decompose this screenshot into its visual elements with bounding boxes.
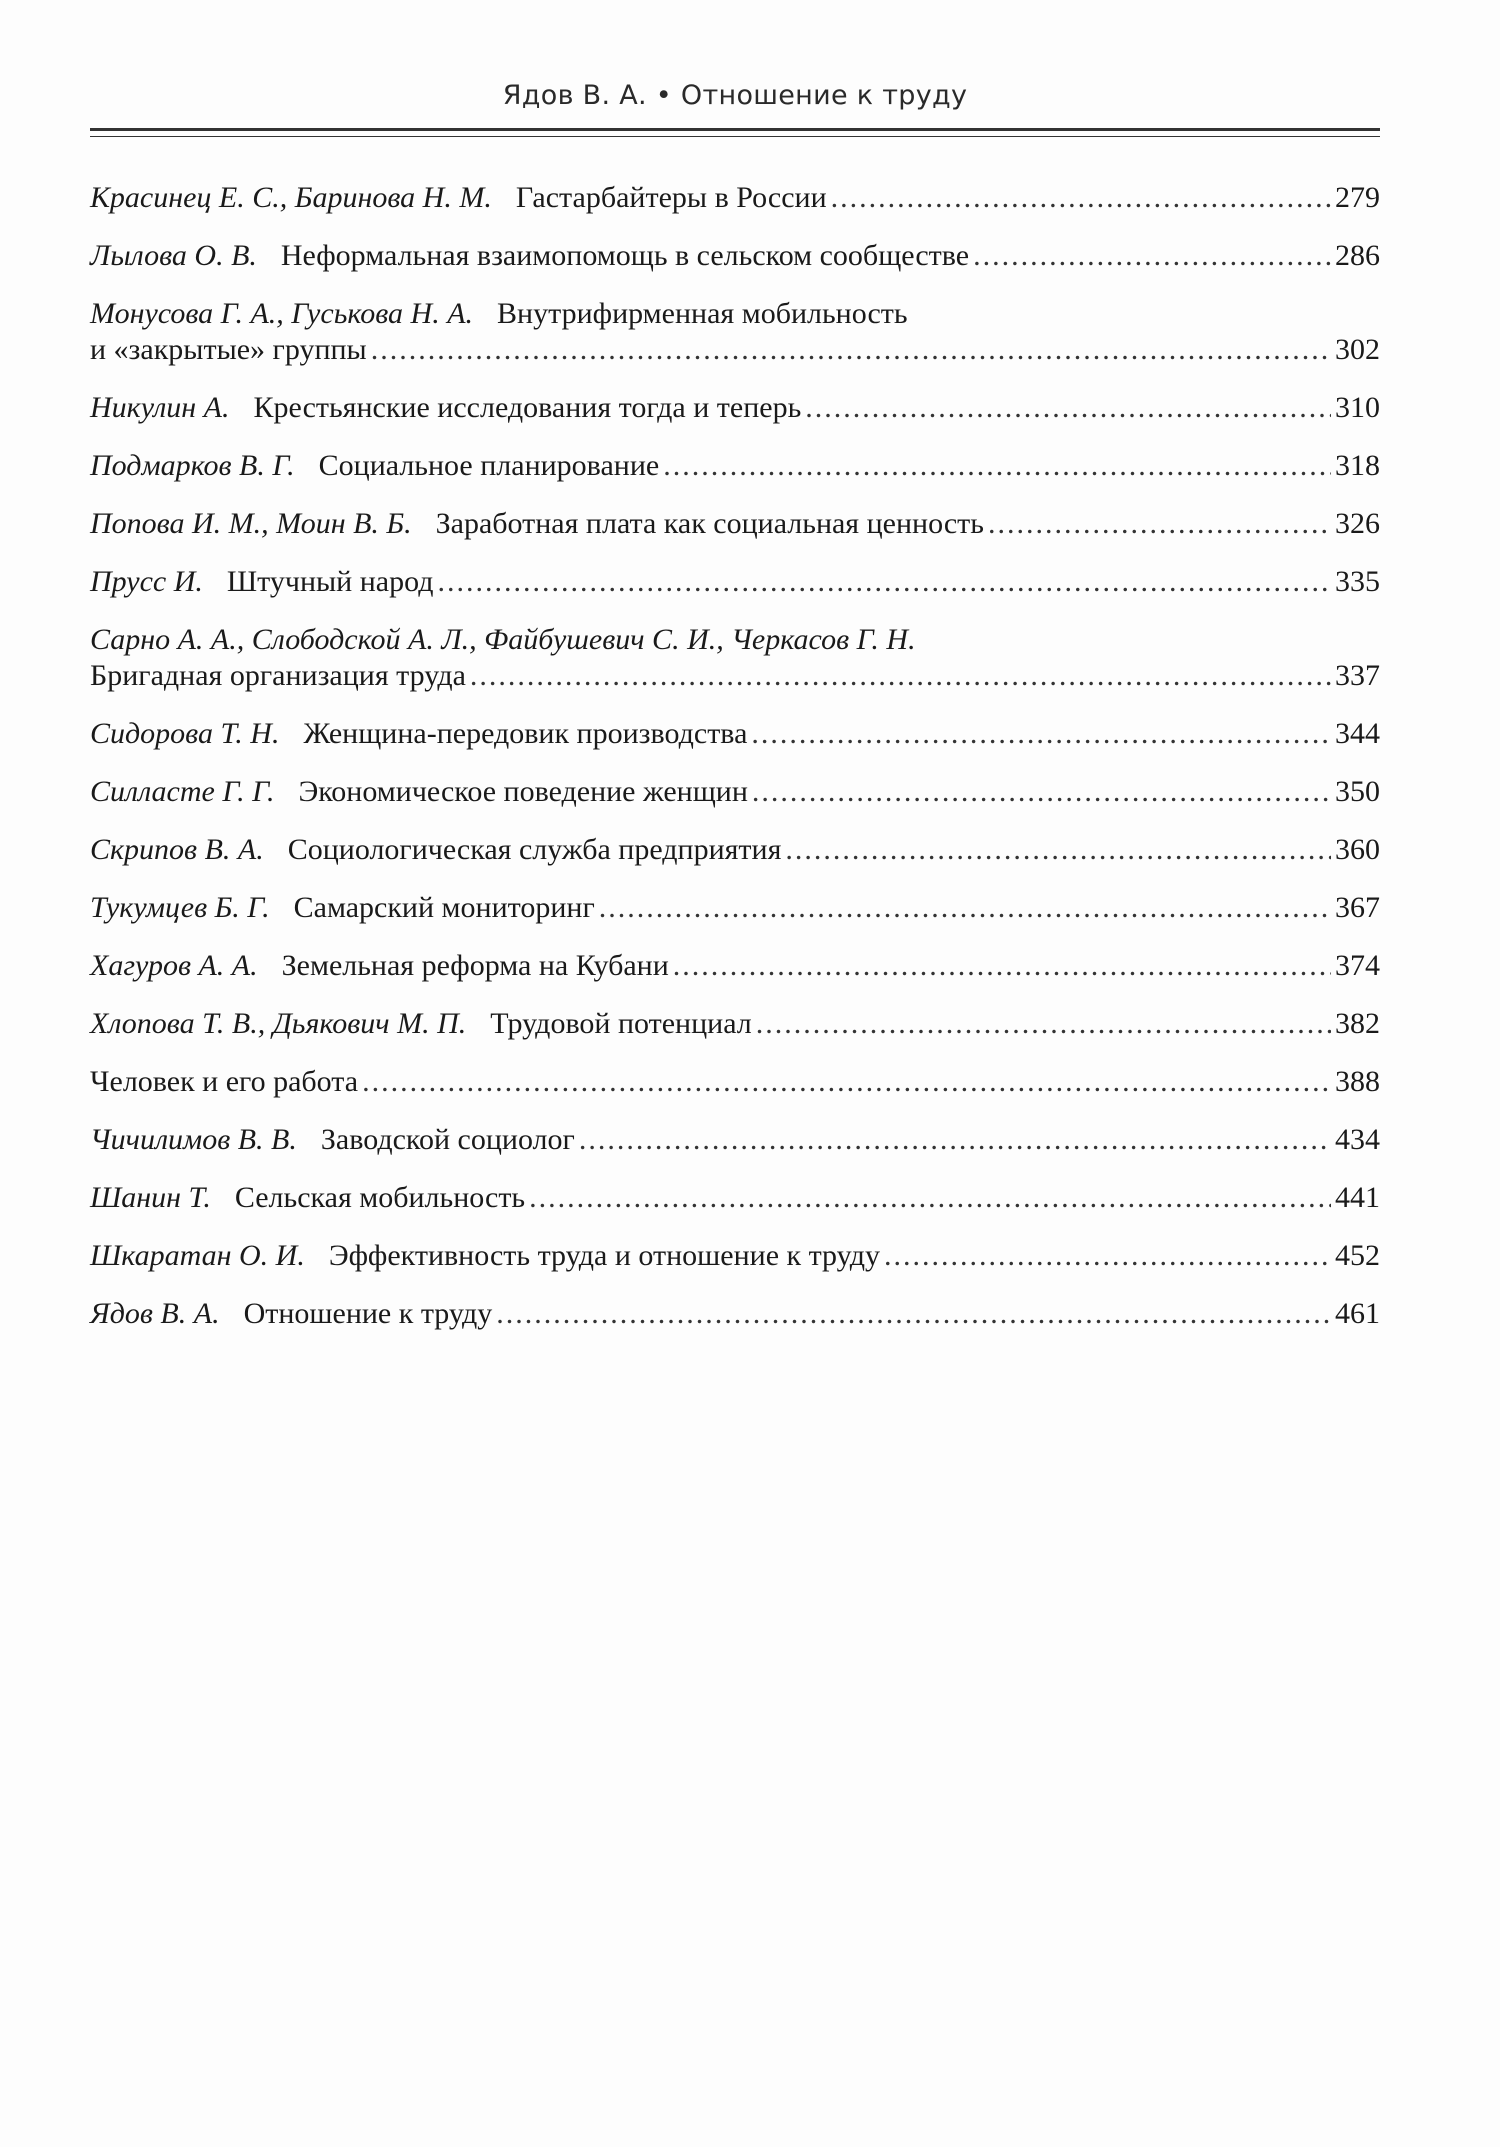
running-header: Ядов В. А. • Отношение к труду xyxy=(502,80,968,111)
toc-page-number: 434 xyxy=(1335,1123,1380,1156)
toc-author: Прусс И. xyxy=(90,565,203,598)
toc-author: Шанин Т. xyxy=(90,1181,211,1214)
toc-title: Крестьянские исследования тогда и теперь xyxy=(253,391,802,424)
toc-title: Сельская мобильность xyxy=(234,1181,526,1214)
dot-leader xyxy=(751,716,1331,752)
toc-page-number: 441 xyxy=(1335,1181,1380,1214)
toc-title: Заработная плата как социальная ценность xyxy=(435,507,984,540)
toc-title: Заводской социолог xyxy=(320,1123,575,1156)
toc-entry xyxy=(90,1180,1380,1216)
toc-title: Гастарбайтеры в России xyxy=(515,181,827,214)
toc-entry xyxy=(90,1006,1380,1042)
toc-page-number: 461 xyxy=(1335,1297,1380,1330)
toc-author: Сарно А. А., Слободской А. Л., Файбушевич С. И., Черкасов Г. Н. xyxy=(90,623,916,656)
toc-author: Красинец Е. С., Баринова Н. М. xyxy=(90,181,492,214)
header-rule-thick xyxy=(90,128,1380,131)
toc-entry xyxy=(90,1122,1380,1158)
toc-entry xyxy=(90,180,1380,216)
toc-author: Ядов В. А. xyxy=(90,1297,220,1330)
toc-page-number: 302 xyxy=(1335,333,1380,366)
dot-leader xyxy=(371,332,1331,368)
toc-title: Самарский мониторинг xyxy=(293,891,595,924)
toc-page-number: 388 xyxy=(1335,1065,1380,1098)
toc-title: Социологическая служба предприятия xyxy=(287,833,782,866)
dot-leader xyxy=(470,658,1331,694)
toc-author: Скрипов В. А. xyxy=(90,833,264,866)
toc-entry xyxy=(90,1238,1380,1274)
toc-title: и «закрытые» группы xyxy=(90,333,367,366)
dot-leader xyxy=(529,1180,1331,1216)
toc-title: Земельная реформа на Кубани xyxy=(281,949,669,982)
toc-title: Штучный народ xyxy=(226,565,434,598)
toc-author: Тукумцев Б. Г. xyxy=(90,891,270,924)
table-of-contents xyxy=(90,180,1380,1354)
toc-page-number: 286 xyxy=(1335,239,1380,272)
dot-leader xyxy=(756,1006,1331,1042)
toc-title: Эффективность труда и отношение к труду xyxy=(328,1239,881,1272)
toc-page-number: 318 xyxy=(1335,449,1380,482)
toc-page-number: 374 xyxy=(1335,949,1380,982)
toc-author: Шкаратан О. И. xyxy=(90,1239,305,1272)
toc-entry xyxy=(90,238,1380,274)
toc-entry xyxy=(90,832,1380,868)
toc-page-number: 350 xyxy=(1335,775,1380,808)
toc-page-number: 279 xyxy=(1335,181,1380,214)
toc-title: Бригадная организация труда xyxy=(90,659,466,692)
toc-page-number: 360 xyxy=(1335,833,1380,866)
dot-leader xyxy=(785,832,1331,868)
dot-leader xyxy=(579,1122,1331,1158)
toc-page-number: 344 xyxy=(1335,717,1380,750)
dot-leader xyxy=(831,180,1331,216)
header-rule-thin xyxy=(90,136,1380,137)
dot-leader xyxy=(988,506,1331,542)
toc-title: Человек и его работа xyxy=(90,1065,359,1098)
dot-leader xyxy=(438,564,1332,600)
toc-entry xyxy=(90,296,1380,368)
toc-entry xyxy=(90,390,1380,426)
toc-entry xyxy=(90,622,1380,694)
dot-leader xyxy=(362,1064,1331,1100)
toc-title: Женщина-передовик производства xyxy=(303,717,748,750)
toc-page-number: 452 xyxy=(1335,1239,1380,1272)
dot-leader xyxy=(496,1296,1331,1332)
toc-author: Подмарков В. Г. xyxy=(90,449,295,482)
toc-entry xyxy=(90,716,1380,752)
toc-title: Социальное планирование xyxy=(318,449,660,482)
toc-entry xyxy=(90,890,1380,926)
toc-entry xyxy=(90,1296,1380,1332)
toc-author: Чичилимов В. В. xyxy=(90,1123,297,1156)
toc-title-line1: Внутрифирменная мобильность xyxy=(497,297,908,330)
toc-entry xyxy=(90,506,1380,542)
toc-author: Лылова О. В. xyxy=(90,239,257,272)
toc-entry xyxy=(90,1064,1380,1100)
toc-author: Монусова Г. А., Гуськова Н. А. xyxy=(90,297,474,330)
toc-entry xyxy=(90,448,1380,484)
dot-leader xyxy=(663,448,1331,484)
toc-title: Трудовой потенциал xyxy=(490,1007,752,1040)
dot-leader xyxy=(752,774,1331,810)
dot-leader xyxy=(805,390,1331,426)
toc-entry xyxy=(90,564,1380,600)
toc-entry xyxy=(90,948,1380,984)
dot-leader xyxy=(599,890,1331,926)
toc-title: Экономическое поведение женщин xyxy=(298,775,748,808)
toc-author: Хлопова Т. В., Дьякович М. П. xyxy=(90,1007,467,1040)
toc-author: Сидорова Т. Н. xyxy=(90,717,280,750)
toc-entry xyxy=(90,774,1380,810)
dot-leader xyxy=(884,1238,1331,1274)
toc-page-number: 326 xyxy=(1335,507,1380,540)
toc-author: Хагуров А. А. xyxy=(90,949,258,982)
toc-author: Силласте Г. Г. xyxy=(90,775,275,808)
toc-page-number: 367 xyxy=(1335,891,1380,924)
toc-author: Попова И. М., Моин В. Б. xyxy=(90,507,412,540)
toc-page-number: 310 xyxy=(1335,391,1380,424)
toc-title: Отношение к труду xyxy=(243,1297,493,1330)
toc-page-number: 382 xyxy=(1335,1007,1380,1040)
dot-leader xyxy=(973,238,1331,274)
toc-page-number: 335 xyxy=(1335,565,1380,598)
toc-author: Никулин А. xyxy=(90,391,230,424)
dot-leader xyxy=(673,948,1331,984)
toc-title: Неформальная взаимопомощь в сельском сообществе xyxy=(280,239,970,272)
toc-page-number: 337 xyxy=(1335,659,1380,692)
